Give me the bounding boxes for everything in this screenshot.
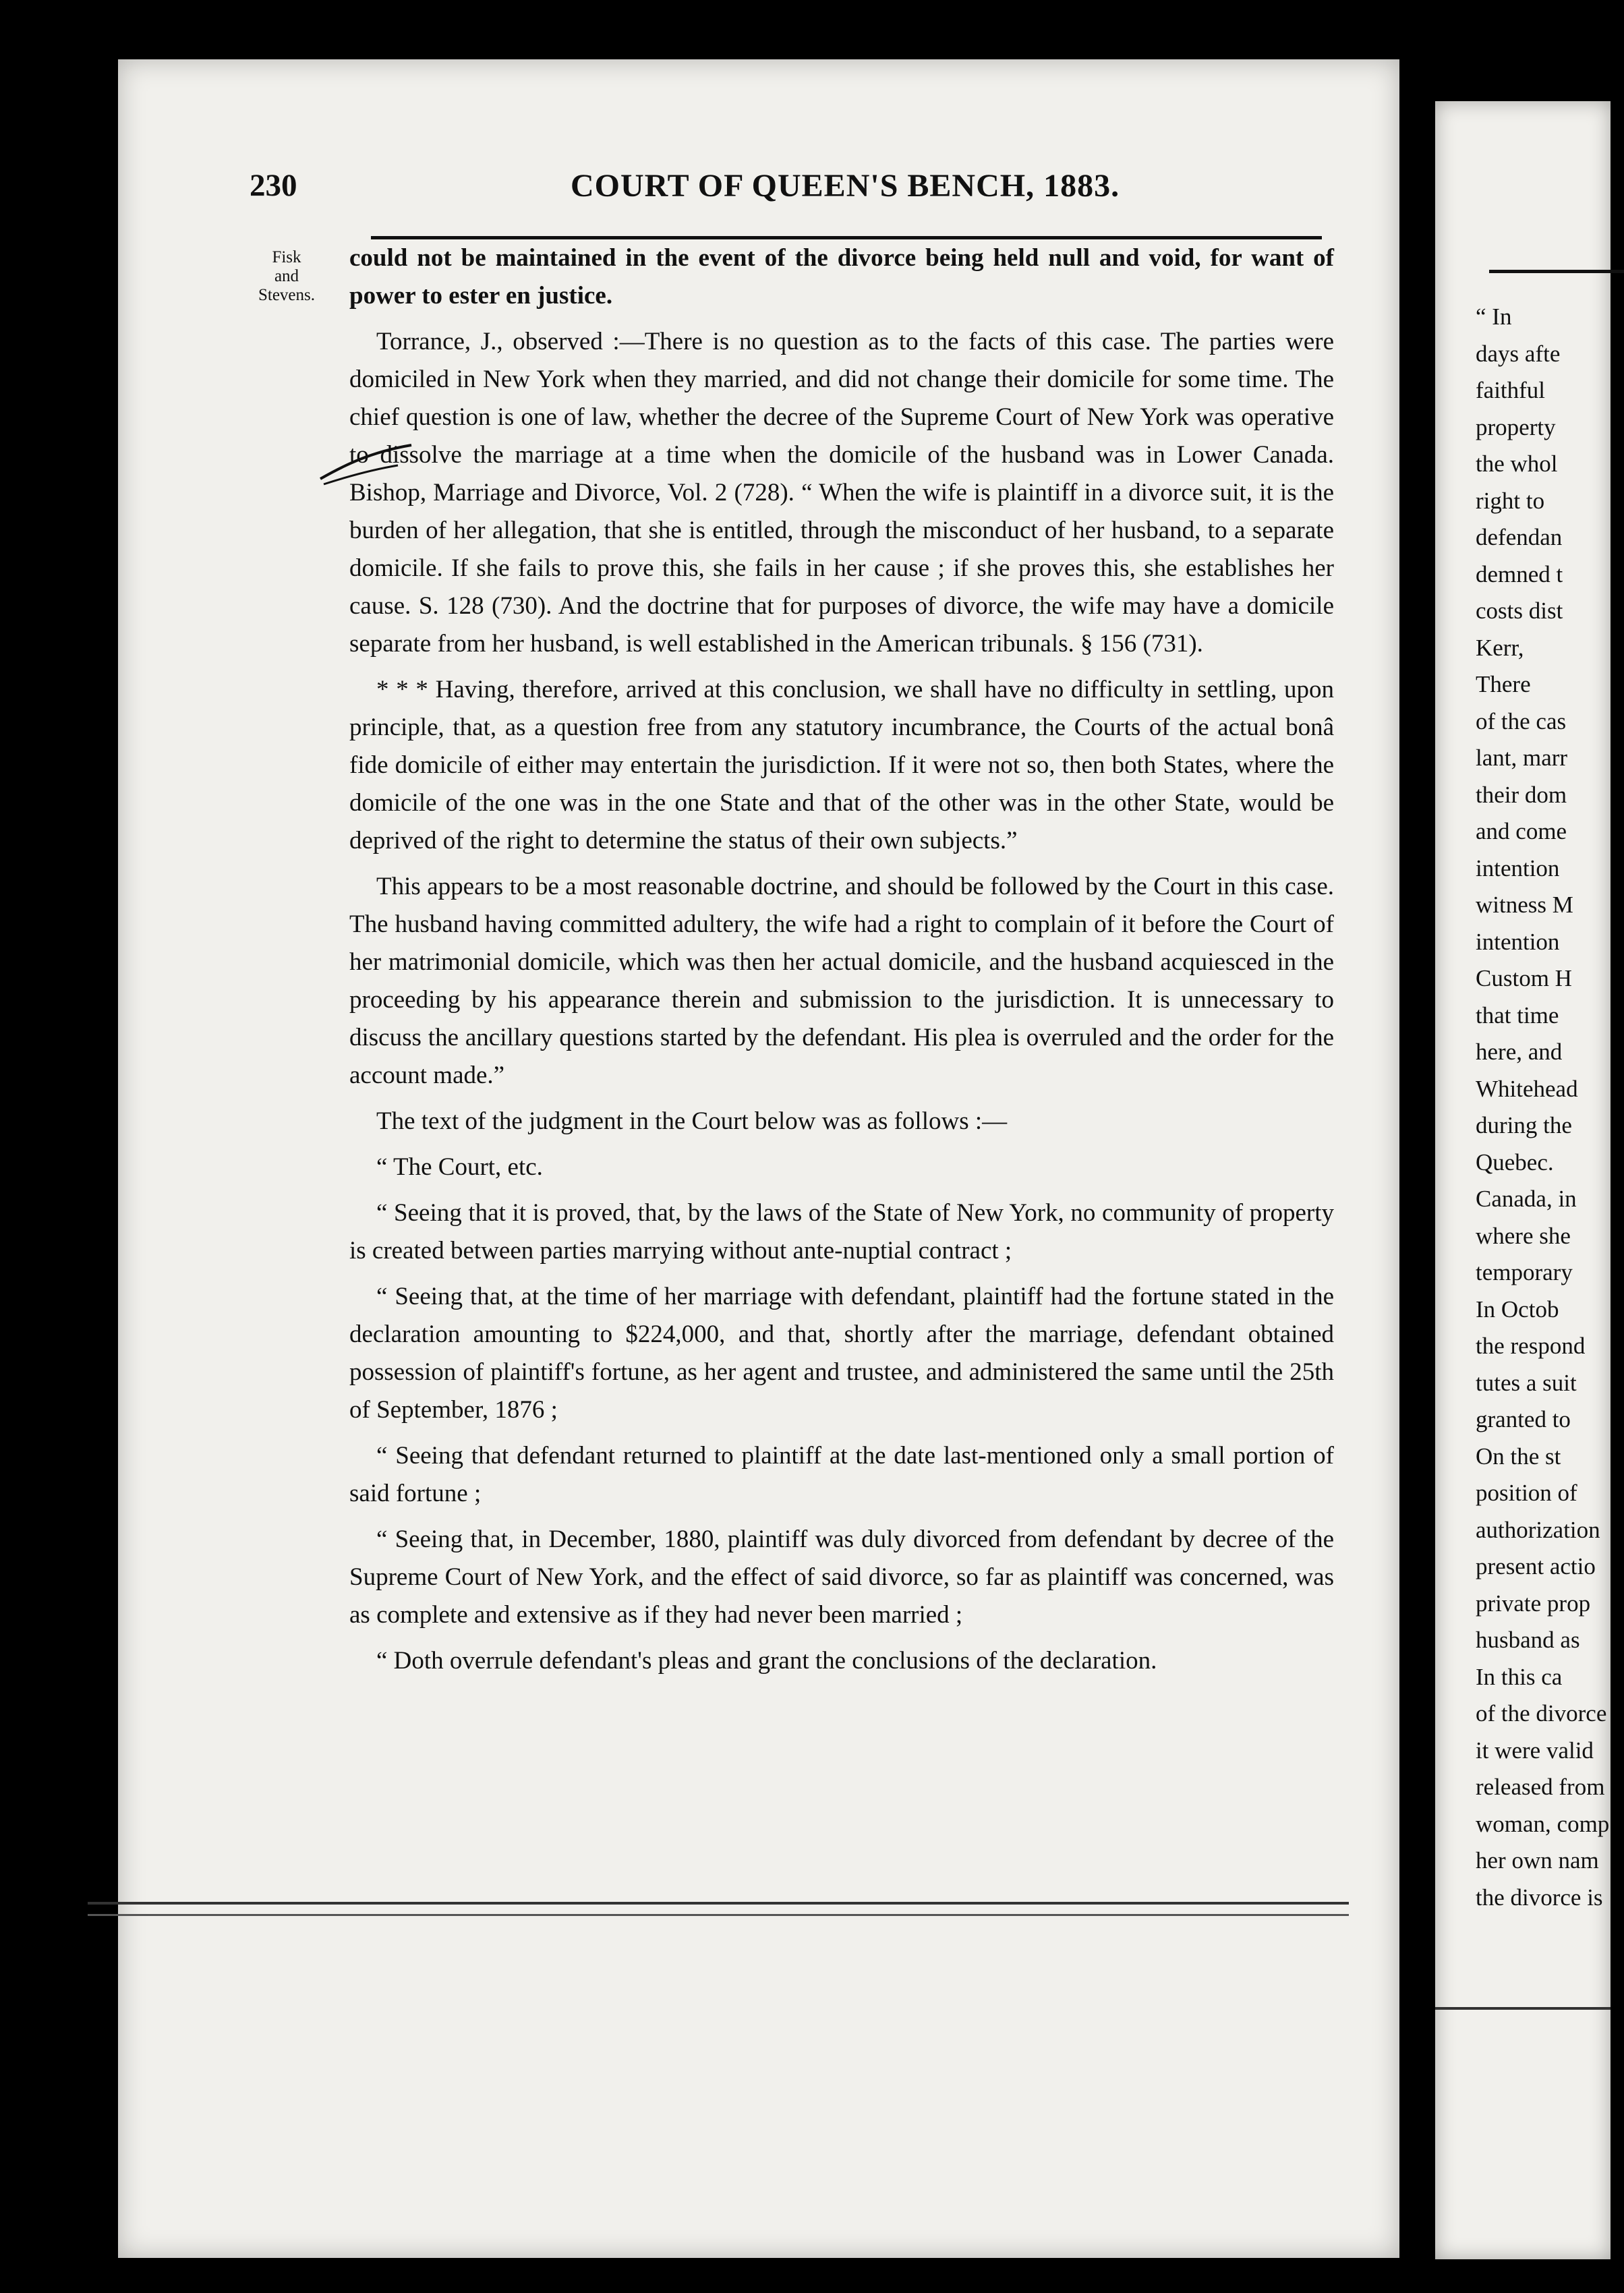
adjacent-text-fragment: property [1476, 413, 1556, 440]
adjacent-text-fragment: Canada, in [1476, 1186, 1577, 1212]
adjacent-text-fragment: In this ca [1476, 1663, 1563, 1690]
adjacent-text-fragment: On the st [1476, 1443, 1561, 1470]
adjacent-text-fragment: authorization [1476, 1516, 1600, 1543]
margin-note [243, 248, 330, 305]
paragraph: “ Seeing that, at the time of her marriage with defendant, plaintiff had the fortune stated in the declaration amounting to $224,000, and that, shortly after the marriage, defendant obtained possession of plaintiff's fortune, as her agent and trustee, and administered the same until the 25th of September, 1876 ; [349, 1283, 1334, 1424]
adjacent-text-fragment: released from [1476, 1774, 1605, 1800]
adjacent-text-fragment: intention [1476, 854, 1560, 881]
adjacent-text-fragment: of the divorce [1476, 1700, 1607, 1726]
frame-rule [88, 1902, 1349, 1905]
paragraph: “ Seeing that defendant returned to plaintiff at the date last-mentioned only a small portion of said fortune ; [349, 1442, 1334, 1507]
adjacent-text-fragment: There [1476, 671, 1531, 697]
margin-note-line: Stevens. [258, 286, 316, 304]
adjacent-text-fragment: intention [1476, 928, 1560, 955]
adjacent-text-fragment: temporary [1476, 1259, 1573, 1285]
paragraph: “ Seeing that, in December, 1880, plaintiff was duly divorced from defendant by decree of the Supreme Court of New York, and the effect of said divorce, so far as plaintiff was concerned, was as complete and extensive as if they had never been married ; [349, 1526, 1334, 1629]
adjacent-text-fragment: In Octob [1476, 1296, 1559, 1323]
adjacent-text-fragment: that time [1476, 1002, 1559, 1028]
body-text [349, 239, 1334, 1688]
paragraph: “ Doth overrule defendant's pleas and grant the conclusions of the declaration. [376, 1647, 1157, 1675]
adjacent-text-fragment: granted to [1476, 1406, 1571, 1432]
adjacent-text-fragment: during the [1476, 1112, 1572, 1138]
adjacent-text-fragment: Custom H [1476, 965, 1572, 991]
page-number: 230 [250, 168, 297, 203]
adjacent-text-fragment: Whitehead [1476, 1075, 1578, 1102]
adjacent-text-fragment: where she [1476, 1222, 1571, 1249]
adjacent-text-fragment: “ In [1476, 303, 1512, 330]
adjacent-text-fragment: private prop [1476, 1590, 1591, 1617]
adjacent-text-fragment: of the cas [1476, 707, 1567, 734]
running-head: COURT OF QUEEN'S BENCH, 1883. [571, 168, 1120, 204]
margin-note-line: Fisk [272, 248, 301, 266]
frame-rule [88, 1914, 1349, 1916]
adjacent-text-fragment: woman, comp [1476, 1810, 1610, 1837]
paragraph: “ Seeing that it is proved, that, by the laws of the State of New York, no community of property is created between parties marrying without ante-nuptial contract ; [349, 1199, 1334, 1265]
adjacent-text-fragment: defendan [1476, 524, 1563, 550]
adjacent-text-fragment: present actio [1476, 1553, 1596, 1579]
margin-note-line: and [274, 267, 299, 285]
paragraph: could not be maintained in the event of the divorce being held null and void, for want of power to ester en justice. [349, 244, 1334, 310]
adjacent-text-fragment: demned t [1476, 560, 1563, 587]
paragraph: The text of the judgment in the Court below was as follows :— [376, 1107, 1008, 1135]
paragraph: Torrance, J., observed :—There is no question as to the facts of this case. The parties were domiciled in New York when they married, and did not change their domicile for some time. The chief question is one of law, whether the decree of the Supreme Court of New York was operative to dissolve the marriage at a time when the domicile of the husband was in Lower Canada. Bishop, Marriage and Divorce, Vol. 2 (728). “ When the wife is plaintiff in a divorce suit, it is the burden of her allegation, that she is entitled, through the misconduct of her husband, to a separate domicile. If she fails to prove this, she fails in her cause ; if she proves this, she establishes her cause. S. 128 (730). And the doctrine that for purposes of divorce, the wife may have a domicile separate from her husband, is well established in the American tribunals. § 156 (731). [349, 328, 1334, 658]
adjacent-text-fragment: the respond [1476, 1333, 1586, 1359]
adjacent-text-fragment: and come [1476, 818, 1567, 844]
adjacent-text-fragment: position of [1476, 1480, 1577, 1506]
adjacent-text-fragment: here, and [1476, 1039, 1563, 1065]
adjacent-text-fragment: husband as [1476, 1627, 1580, 1653]
paragraph: This appears to be a most reasonable doctrine, and should be followed by the Court in this case. The husband having committed adultery, the wife had a right to complain of it before the Court of her matrimonial domicile, which was then her actual domicile, and the husband acquiesced in the proceeding by his appearance therein and submission to the jurisdiction. It is unnecessary to discuss the ancillary questions started by the defendant. His plea is overruled and the order for the account made.” [349, 873, 1334, 1089]
adjacent-text-fragment: witness M [1476, 892, 1573, 918]
adjacent-text-fragment: the whol [1476, 451, 1558, 477]
adjacent-text-fragment: her own nam [1476, 1847, 1599, 1874]
adjacent-text-fragment: Kerr, [1476, 634, 1524, 661]
adjacent-text-fragment: their dom [1476, 781, 1567, 808]
adjacent-text-fragment: it were valid [1476, 1737, 1594, 1764]
adjacent-text-fragment: right to [1476, 487, 1545, 514]
adjacent-text-fragment: costs dist [1476, 598, 1563, 624]
adjacent-text-fragment: Quebec. [1476, 1149, 1554, 1175]
adjacent-text-fragment: lant, marr [1476, 745, 1568, 771]
adjacent-bottom-rule [1435, 2007, 1611, 2010]
adjacent-page [1435, 101, 1611, 2259]
adjacent-text-fragment: faithful [1476, 377, 1546, 403]
adjacent-text-fragment: tutes a suit [1476, 1369, 1577, 1396]
paragraph: * * * Having, therefore, arrived at this conclusion, we shall have no difficulty in settling, upon principle, that, as a question free from any statutory incumbrance, the Courts of the actual bonâ fide domicile of either may entertain the jurisdiction. If it were not so, then both States, where the domicile of the one was in the one State and that of the other was in the other State, would be deprived of the right to determine the status of their own subjects.” [349, 676, 1334, 854]
adjacent-text-fragment: the divorce is [1476, 1884, 1603, 1911]
page-header [250, 167, 1329, 221]
pen-mark [317, 438, 418, 486]
adjacent-text-fragment: days afte [1476, 340, 1561, 367]
adjacent-head-rule [1489, 270, 1624, 273]
paragraph: “ The Court, etc. [376, 1153, 543, 1181]
